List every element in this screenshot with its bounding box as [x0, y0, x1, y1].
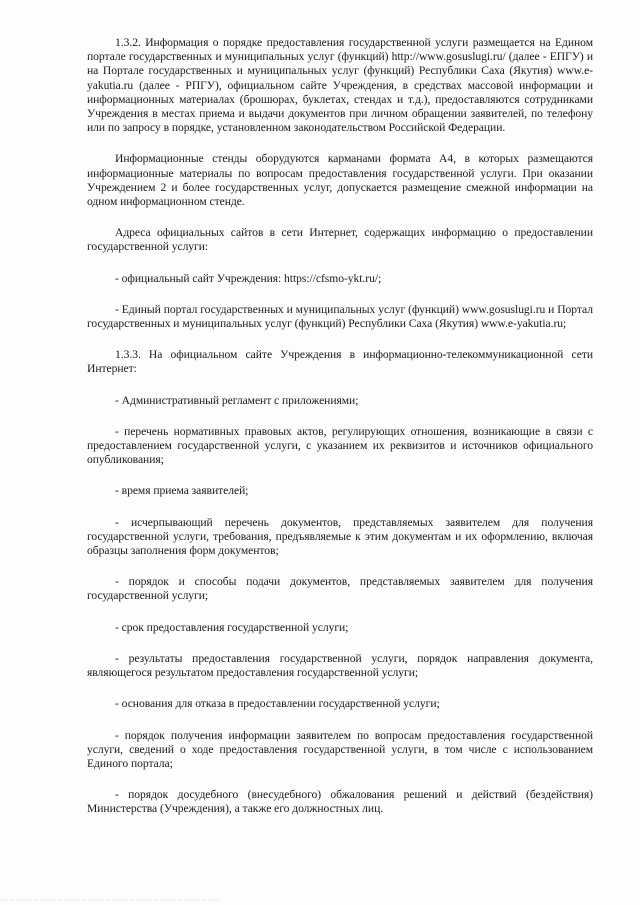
list-item-info-procedure: - порядок получения информации заявителем по вопросам предоставления государственной услуги, сведений о ходе предоставления государственной услуги, в том числе с использованием Единого портала;	[87, 728, 593, 770]
paragraph-1-3-2: 1.3.2. Информация о порядке предоставления государственной услуги размещается на Едином портале государственных и муниципальных услуг (функций) http://www.gosuslugi.ru/ (далее - ЕПГУ) и на Портале государственных и муниципальных услуг (функций) Республики Саха (Якутия) www.e-yakutia.ru (далее - РПГУ), официальном сайте Учреждения, в средствах массовой информации и информационных материалах (брошюрах, буклетах, стендах и т.д.), предоставляются сотрудниками Учреждения в местах приема и выдачи документов при личном обращении заявителей, по телефону или по запросу в порядке, установленном законодательством Российской Федерации.	[87, 36, 593, 135]
paragraph-site-addresses: Адреса официальных сайтов в сети Интернет, содержащих информацию о предоставлении государственной услуги:	[87, 226, 593, 254]
list-item-legal-acts: - перечень нормативных правовых актов, регулирующих отношения, возникающие в связи с предоставлением государственной услуги, с указанием их реквизитов и источников официального опубликования;	[87, 424, 593, 467]
paragraph-1-3-3: 1.3.3. На официальном сайте Учреждения в информационно-телекоммуникационной сети Интернет:	[87, 348, 593, 376]
list-item-appeal-procedure: - порядок досудебного (внесудебного) обжалования решений и действий (бездействия) Министерства (Учреждения), а также его должностных лиц.	[87, 788, 593, 816]
paragraph-info-stands: Информационные стенды оборудуются карманами формата А4, в которых размещаются информационные материалы по вопросам предоставления государственной услуги. При оказании Учреждением 2 и более государственных услуг, допускается размещение смежной информации на одном информационном стенде.	[87, 152, 593, 209]
scan-artifact-dots	[0, 899, 220, 901]
list-item-results: - результаты предоставления государственной услуги, порядок направления документа, являющегося результатом предоставления государственной услуги;	[87, 651, 593, 680]
document-body	[87, 36, 593, 817]
list-item-regulation: - Административный регламент с приложениями;	[115, 393, 359, 407]
list-item-documents-list: - исчерпывающий перечень документов, представляемых заявителем для получения государственной услуги, требования, предъявляемые к этим документам и их оформлению, включая образцы заполнения форм документов;	[87, 515, 593, 558]
list-item-official-site: - официальный сайт Учреждения: https://cfsmo-ykt.ru/;	[115, 271, 382, 285]
list-item-reception-time: - время приема заявителей;	[115, 484, 249, 498]
list-item-service-term: - срок предоставления государственной услуги;	[115, 620, 349, 634]
list-item-portals: - Единый портал государственных и муниципальных услуг (функций) www.gosuslugi.ru и Портал государственных и муниципальных услуг (функций) Республики Саха (Якутия) www.e-yakutia.ru;	[87, 302, 593, 331]
list-item-submission-order: - порядок и способы подачи документов, представляемых заявителем для получения государственной услуги;	[87, 575, 593, 603]
list-item-refusal-grounds: - основания для отказа в предоставлении государственной услуги;	[115, 697, 440, 711]
